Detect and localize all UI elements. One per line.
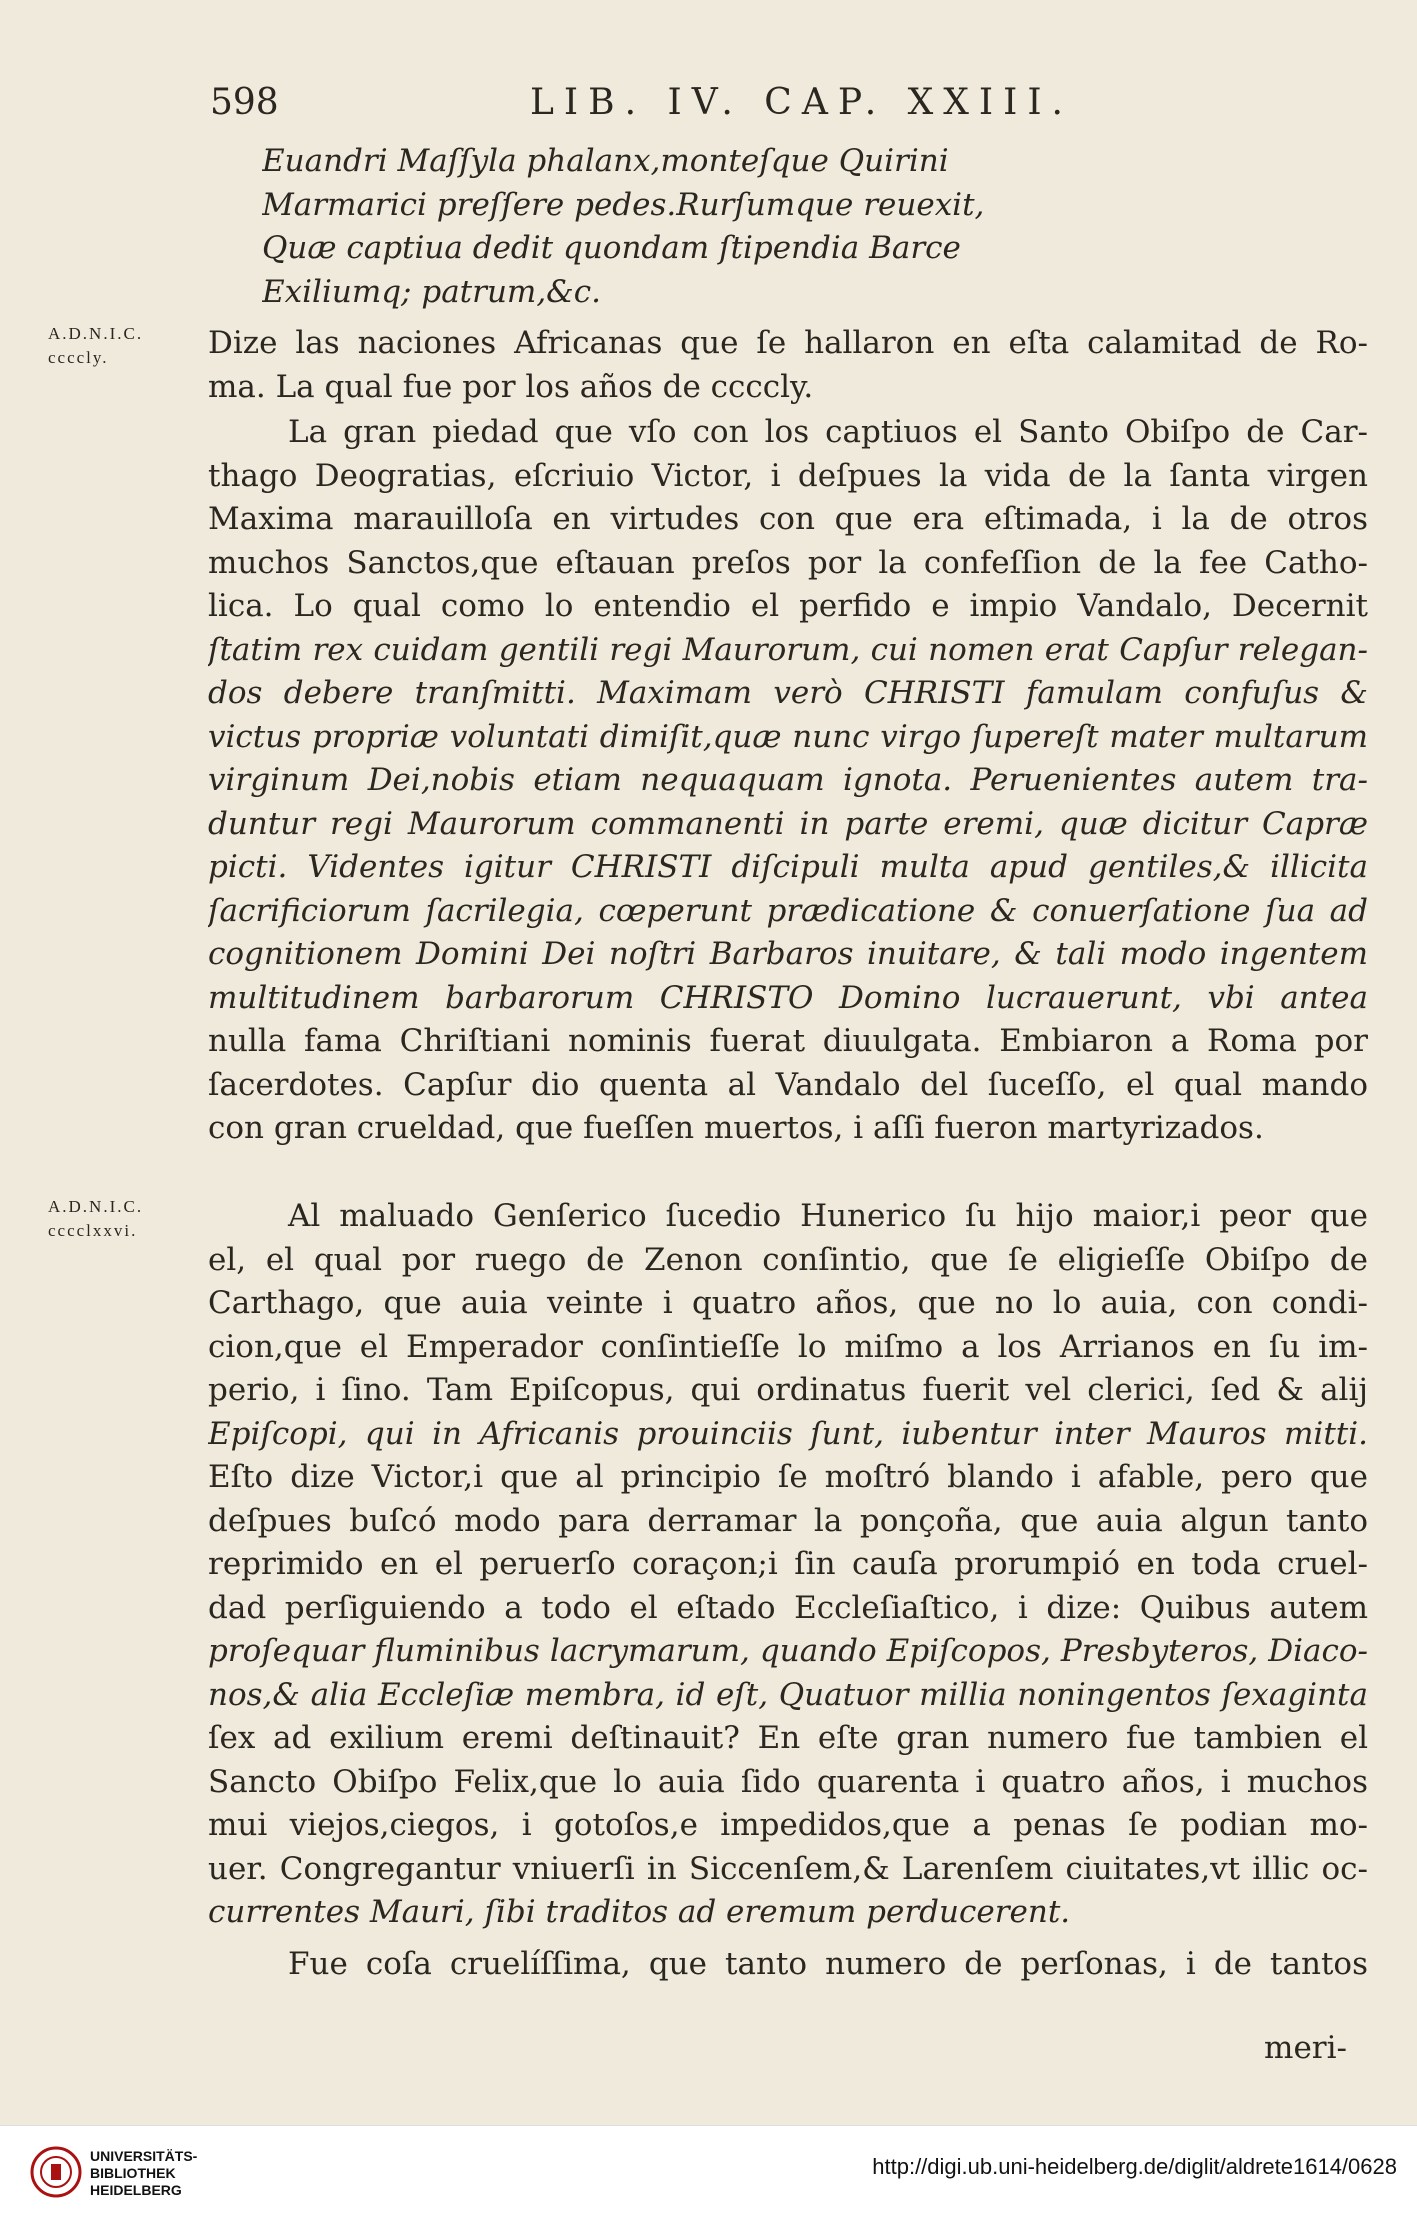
latin-verse bbox=[262, 140, 1162, 314]
text-line: victus propriæ voluntati dimiſit,quæ nunc virgo ſupereſt mater multarum bbox=[208, 718, 1368, 755]
paragraph-1 bbox=[208, 322, 1368, 409]
paragraph-4 bbox=[208, 1943, 1368, 1987]
verse-line: Euandri Maſſyla phalanx,monteſque Quirini bbox=[262, 143, 949, 179]
margin-note-label: A.D.N.I.C. bbox=[48, 1197, 144, 1216]
institution-line: HEIDELBERG bbox=[90, 2182, 182, 2198]
text-line: lica. Lo qual como lo entendio el perfido e impio Vandalo, Decernit bbox=[208, 588, 1368, 624]
text-line: Epiſcopi, qui in Africanis prouinciis ſunt, iubentur inter Mauros mitti. bbox=[208, 1415, 1368, 1452]
text-line: virginum Dei,nobis etiam nequaquam ignota. Peruenientes autem tra- bbox=[208, 762, 1368, 798]
institution-name bbox=[90, 2148, 197, 2199]
text-line: perio, i ſino. Tam Epiſcopus, qui ordinatus fuerit vel clerici, ſed & alij bbox=[208, 1372, 1368, 1408]
text-line: Sancto Obiſpo Felix,que lo auia ſido quarenta i quatro años, i muchos bbox=[208, 1763, 1368, 1800]
institution-line: BIBLIOTHEK bbox=[90, 2165, 176, 2181]
verse-line: Exiliumq; patrum,&c. bbox=[262, 273, 601, 310]
margin-note-label: A.D.N.I.C. bbox=[48, 324, 144, 343]
page-number: 598 bbox=[210, 82, 279, 123]
text-line: duntur regi Maurorum commanenti in parte eremi, quæ dicitur Capræ bbox=[208, 805, 1368, 842]
university-seal-icon bbox=[30, 2146, 82, 2198]
text-line: reprimido en el peruerſo coraçon;i ſin cauſa prorumpió en toda cruel- bbox=[208, 1546, 1368, 1582]
text-line: cion,que el Emperador conſintieſſe lo miſmo a los Arrianos en ſu im- bbox=[208, 1328, 1368, 1365]
text-line: muchos Sanctos,que eſtauan preſos por la confeſſion de la fee Catho- bbox=[208, 544, 1368, 581]
institution-line: UNIVERSITÄTS- bbox=[90, 2148, 198, 2164]
paragraph-2 bbox=[208, 411, 1368, 1151]
text-line: Eſto dize Victor,i que al principio ſe moſtró blando i afable, pero que bbox=[208, 1459, 1368, 1495]
verse-line: Marmarici preſſere pedes.Rurſumque reuexit, bbox=[262, 186, 985, 223]
text-line: Dize las naciones Africanas que ſe hallaron en eſta calamitad de Ro- bbox=[208, 325, 1368, 361]
text-line: deſpues buſcó modo para derramar la ponçoña, que auia algun tanto bbox=[208, 1502, 1368, 1539]
text-line: ſacrificiorum ſacrilegia, cœperunt prædicatione & conuerſatione ſua ad bbox=[208, 892, 1368, 929]
text-line: Maxima marauilloſa en virtudes con que era eſtimada, i la de otros bbox=[208, 501, 1368, 537]
text-line: mui viejos,ciegos, i gotoſos,e impedidos,que a penas ſe podian mo- bbox=[208, 1807, 1368, 1843]
text-line: multitudinem barbarorum CHRISTO Domino lucrauerunt, vbi antea bbox=[208, 979, 1368, 1016]
text-line: con gran crueldad, que fueſſen muertos, i aſſi fueron martyrizados. bbox=[208, 1110, 1264, 1146]
margin-note-date bbox=[48, 322, 208, 370]
text-line: picti. Videntes igitur CHRISTI diſcipuli multa apud gentiles,& illicita bbox=[208, 849, 1368, 885]
text-line: Al maluado Genſerico ſucedio Hunerico ſu hijo maior,i peor que bbox=[288, 1198, 1368, 1234]
running-head: LIB. IV. CAP. XXIII. bbox=[530, 82, 1074, 123]
text-line: thago Deogratias, eſcriuio Victor, i deſpues la vida de la ſanta virgen bbox=[208, 457, 1368, 494]
footer-bar bbox=[0, 2125, 1417, 2234]
margin-note-year: ccccly. bbox=[48, 348, 109, 367]
margin-note-year: cccclxxvi. bbox=[48, 1221, 138, 1240]
text-line: currentes Mauri, ſibi traditos ad eremum perducerent. bbox=[208, 1894, 1071, 1930]
text-line: dos debere tranſmitti. Maximam verò CHRISTI famulam confuſus & bbox=[208, 675, 1368, 711]
margin-note-date bbox=[48, 1195, 208, 1243]
text-line: cognitionem Domini Dei noſtri Barbaros inuitare, & tali modo ingentem bbox=[208, 936, 1368, 972]
text-line: uer. Congregantur vniuerſi in Siccenſem,& Larenſem ciuitates,vt illic oc- bbox=[208, 1850, 1368, 1887]
text-line: nulla fama Chriſtiani nominis fuerat diuulgata. Embiaron a Roma por bbox=[208, 1023, 1368, 1059]
text-line: La gran piedad que vſo con los captiuos el Santo Obiſpo de Car- bbox=[288, 414, 1368, 450]
text-line: Fue coſa cruelíſſima, que tanto numero de perſonas, i de tantos bbox=[288, 1946, 1368, 1982]
page-header bbox=[210, 82, 1357, 132]
text-line: dad perſiguiendo a todo el eſtado Eccleſiaſtico, i dize: Quibus autem bbox=[208, 1589, 1368, 1626]
text-line: ſacerdotes. Capſur dio quenta al Vandalo del ſuceſſo, el qual mando bbox=[208, 1066, 1368, 1103]
catchword: meri- bbox=[1264, 2030, 1347, 2066]
source-url-link[interactable]: http://digi.ub.uni-heidelberg.de/diglit/aldrete1614/0628 bbox=[872, 2154, 1397, 2179]
text-line: nos,& alia Eccleſiæ membra, id eſt, Quatuor millia noningentos ſexaginta bbox=[208, 1676, 1368, 1713]
text-line: proſequar fluminibus lacrymarum, quando Epiſcopos, Presbyteros, Diaco- bbox=[208, 1633, 1368, 1669]
text-line: ſex ad exilium eremi deſtinauit? En eſte gran numero fue tambien el bbox=[208, 1720, 1368, 1756]
text-line: ma. La qual fue por los años de ccccly. bbox=[208, 368, 814, 405]
text-line: Carthago, que auia veinte i quatro años, que no lo auia, con condi- bbox=[208, 1285, 1368, 1321]
text-line: el, el qual por ruego de Zenon conſintio, que ſe eligieſſe Obiſpo de bbox=[208, 1241, 1368, 1278]
verse-line: Quæ captiua dedit quondam ſtipendia Barce bbox=[262, 230, 961, 266]
text-line: ſtatim rex cuidam gentili regi Maurorum, cui nomen erat Capſur relegan- bbox=[208, 631, 1368, 668]
paragraph-3 bbox=[208, 1195, 1368, 1935]
